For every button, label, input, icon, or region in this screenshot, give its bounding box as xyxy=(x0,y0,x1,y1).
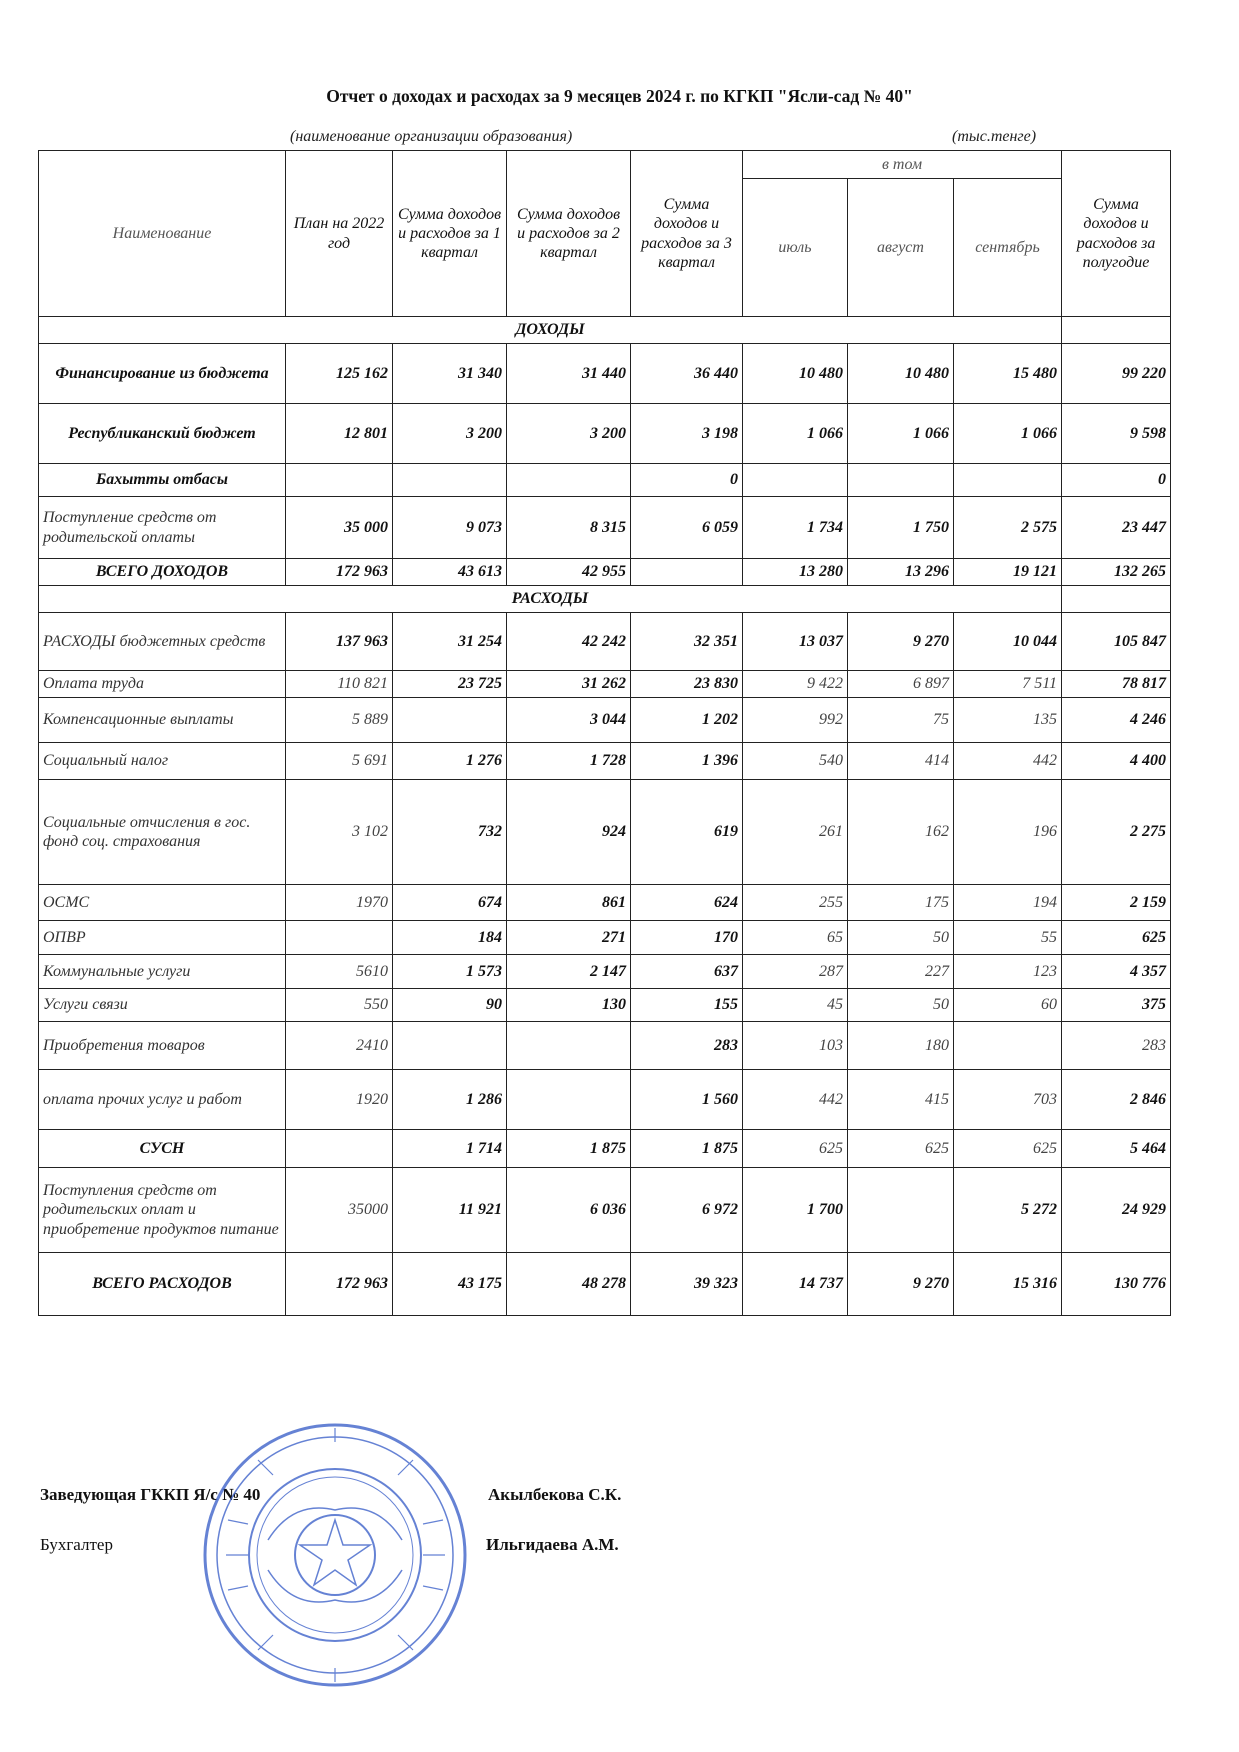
expense-cell-q1: 23 725 xyxy=(393,671,507,698)
expense-cell-aug xyxy=(848,1168,954,1253)
expense-cell-aug: 227 xyxy=(848,955,954,989)
header-row-1 xyxy=(39,151,1171,179)
expense-row xyxy=(39,613,1171,671)
header-september: сентябрь xyxy=(954,179,1062,317)
income-cell-jul xyxy=(743,464,848,497)
expense-row-name: Коммунальные услуги xyxy=(39,955,286,989)
expense-cell-aug: 414 xyxy=(848,743,954,780)
expense-cell-plan xyxy=(286,921,393,955)
income-cell-q3: 36 440 xyxy=(631,344,743,404)
header-q3: Сумма доходов и расходов за 3 квартал xyxy=(631,151,743,317)
expense-cell-total: 4 246 xyxy=(1062,698,1171,743)
expense-cell-aug: 6 897 xyxy=(848,671,954,698)
expense-cell-total: 283 xyxy=(1062,1022,1171,1070)
expense-row xyxy=(39,698,1171,743)
expense-cell-total: 2 846 xyxy=(1062,1070,1171,1130)
expense-cell-q2: 42 242 xyxy=(507,613,631,671)
income-cell-plan: 172 963 xyxy=(286,559,393,586)
income-row xyxy=(39,497,1171,559)
expense-cell-aug: 50 xyxy=(848,989,954,1022)
income-cell-q1: 9 073 xyxy=(393,497,507,559)
expense-cell-plan: 110 821 xyxy=(286,671,393,698)
expense-cell-total: 2 159 xyxy=(1062,885,1171,921)
expense-cell-sep: 135 xyxy=(954,698,1062,743)
income-cell-plan xyxy=(286,464,393,497)
income-cell-q2 xyxy=(507,464,631,497)
expense-row xyxy=(39,780,1171,885)
expense-cell-q1: 43 175 xyxy=(393,1253,507,1316)
expense-cell-total: 4 400 xyxy=(1062,743,1171,780)
accountant-signature-label: Бухгалтер xyxy=(40,1535,113,1554)
expense-cell-sep: 703 xyxy=(954,1070,1062,1130)
expense-row-name: Приобретения товаров xyxy=(39,1022,286,1070)
income-cell-q1: 31 340 xyxy=(393,344,507,404)
expense-cell-plan: 3 102 xyxy=(286,780,393,885)
expense-cell-q1: 1 276 xyxy=(393,743,507,780)
income-cell-plan: 125 162 xyxy=(286,344,393,404)
report-title: Отчет о доходах и расходах за 9 месяцев 2024 г. по КГКП "Ясли-сад № 40" xyxy=(326,86,913,106)
expense-cell-q2: 1 875 xyxy=(507,1130,631,1168)
expense-cell-q3: 1 560 xyxy=(631,1070,743,1130)
expense-cell-q2: 31 262 xyxy=(507,671,631,698)
expense-cell-q1: 90 xyxy=(393,989,507,1022)
income-row-name: Поступление средств от родительской оплаты xyxy=(39,497,286,559)
expense-cell-q2: 271 xyxy=(507,921,631,955)
income-cell-aug: 1 066 xyxy=(848,404,954,464)
expense-cell-jul: 45 xyxy=(743,989,848,1022)
expense-cell-aug: 175 xyxy=(848,885,954,921)
expense-cell-plan: 5610 xyxy=(286,955,393,989)
expense-cell-aug: 50 xyxy=(848,921,954,955)
expense-row-name: Оплата труда xyxy=(39,671,286,698)
head-signature-label: Заведующая ГККП Я/с № 40 xyxy=(40,1485,261,1504)
header-plan: План на 2022 год xyxy=(286,151,393,317)
expense-cell-plan: 5 889 xyxy=(286,698,393,743)
expense-cell-total: 375 xyxy=(1062,989,1171,1022)
expense-cell-q2 xyxy=(507,1022,631,1070)
income-row-name: Бахытты отбасы xyxy=(39,464,286,497)
income-expense-table xyxy=(38,150,1171,1316)
expense-row-name: ОСМС xyxy=(39,885,286,921)
expense-cell-aug: 415 xyxy=(848,1070,954,1130)
expense-cell-aug: 180 xyxy=(848,1022,954,1070)
expense-cell-jul: 442 xyxy=(743,1070,848,1130)
income-row-name: Финансирование из бюджета xyxy=(39,344,286,404)
expense-cell-plan: 1970 xyxy=(286,885,393,921)
section-income-row xyxy=(39,317,1171,344)
expense-cell-total: 4 357 xyxy=(1062,955,1171,989)
expense-cell-q3: 619 xyxy=(631,780,743,885)
income-cell-q3: 6 059 xyxy=(631,497,743,559)
expense-cell-q2: 924 xyxy=(507,780,631,885)
expense-cell-sep: 196 xyxy=(954,780,1062,885)
expense-cell-sep: 7 511 xyxy=(954,671,1062,698)
expense-cell-total: 2 275 xyxy=(1062,780,1171,885)
expense-cell-q2: 48 278 xyxy=(507,1253,631,1316)
expense-cell-total: 625 xyxy=(1062,921,1171,955)
expense-cell-aug: 162 xyxy=(848,780,954,885)
expense-cell-jul: 1 700 xyxy=(743,1168,848,1253)
income-cell-total: 132 265 xyxy=(1062,559,1171,586)
expense-cell-q1: 1 286 xyxy=(393,1070,507,1130)
income-cell-sep: 2 575 xyxy=(954,497,1062,559)
expense-cell-q3: 39 323 xyxy=(631,1253,743,1316)
expense-cell-total: 105 847 xyxy=(1062,613,1171,671)
expense-cell-total: 5 464 xyxy=(1062,1130,1171,1168)
expense-row-name: РАСХОДЫ бюджетных средств xyxy=(39,613,286,671)
income-row xyxy=(39,404,1171,464)
income-cell-plan: 35 000 xyxy=(286,497,393,559)
expense-cell-q2: 861 xyxy=(507,885,631,921)
expense-cell-sep: 15 316 xyxy=(954,1253,1062,1316)
expense-cell-plan: 550 xyxy=(286,989,393,1022)
income-cell-jul: 1 734 xyxy=(743,497,848,559)
expense-cell-q3: 1 875 xyxy=(631,1130,743,1168)
expense-cell-plan: 2410 xyxy=(286,1022,393,1070)
income-cell-total: 99 220 xyxy=(1062,344,1171,404)
expense-cell-plan: 1920 xyxy=(286,1070,393,1130)
income-row xyxy=(39,344,1171,404)
expense-cell-q1: 674 xyxy=(393,885,507,921)
expense-cell-aug: 9 270 xyxy=(848,1253,954,1316)
expense-row xyxy=(39,743,1171,780)
expense-cell-q3: 1 396 xyxy=(631,743,743,780)
expense-cell-plan xyxy=(286,1130,393,1168)
income-cell-jul: 13 280 xyxy=(743,559,848,586)
expense-cell-jul: 103 xyxy=(743,1022,848,1070)
expense-cell-q3: 170 xyxy=(631,921,743,955)
section-income: ДОХОДЫ xyxy=(39,317,1062,344)
income-cell-jul: 10 480 xyxy=(743,344,848,404)
expense-cell-q1 xyxy=(393,1022,507,1070)
income-cell-sep: 15 480 xyxy=(954,344,1062,404)
income-cell-total: 23 447 xyxy=(1062,497,1171,559)
expense-cell-jul: 9 422 xyxy=(743,671,848,698)
expense-row-name: ВСЕГО РАСХОДОВ xyxy=(39,1253,286,1316)
expense-cell-jul: 14 737 xyxy=(743,1253,848,1316)
income-cell-aug: 13 296 xyxy=(848,559,954,586)
income-cell-q2: 31 440 xyxy=(507,344,631,404)
expense-row xyxy=(39,921,1171,955)
expense-cell-jul: 255 xyxy=(743,885,848,921)
expense-row-name: Поступления средств от родительских оплат и приобретение продуктов питание xyxy=(39,1168,286,1253)
expense-cell-sep: 194 xyxy=(954,885,1062,921)
income-cell-q3: 3 198 xyxy=(631,404,743,464)
expense-cell-q1: 184 xyxy=(393,921,507,955)
expense-cell-sep: 10 044 xyxy=(954,613,1062,671)
expense-cell-q3: 32 351 xyxy=(631,613,743,671)
expense-row-name: Услуги связи xyxy=(39,989,286,1022)
income-cell-q3 xyxy=(631,559,743,586)
expense-cell-q3: 283 xyxy=(631,1022,743,1070)
expense-cell-sep: 123 xyxy=(954,955,1062,989)
expense-cell-sep xyxy=(954,1022,1062,1070)
expense-cell-q3: 6 972 xyxy=(631,1168,743,1253)
expense-cell-plan: 5 691 xyxy=(286,743,393,780)
expense-cell-plan: 35000 xyxy=(286,1168,393,1253)
income-cell-q2: 3 200 xyxy=(507,404,631,464)
expense-row-name: СУСН xyxy=(39,1130,286,1168)
expense-row xyxy=(39,1253,1171,1316)
expense-cell-jul: 992 xyxy=(743,698,848,743)
section-expense-row xyxy=(39,586,1171,613)
expense-cell-q2: 2 147 xyxy=(507,955,631,989)
currency-unit-note: (тыс.тенге) xyxy=(952,128,1037,145)
expense-cell-q2: 1 728 xyxy=(507,743,631,780)
expense-cell-q1: 732 xyxy=(393,780,507,885)
expense-cell-q1: 1 714 xyxy=(393,1130,507,1168)
header-monthly-group: в том xyxy=(743,151,1062,179)
expense-cell-total: 130 776 xyxy=(1062,1253,1171,1316)
expense-row-name: Социальный налог xyxy=(39,743,286,780)
header-august: август xyxy=(848,179,954,317)
income-cell-q1 xyxy=(393,464,507,497)
expense-cell-q2 xyxy=(507,1070,631,1130)
income-cell-q3: 0 xyxy=(631,464,743,497)
expense-row-name: оплата прочих услуг и работ xyxy=(39,1070,286,1130)
expense-row xyxy=(39,1022,1171,1070)
expense-cell-q2: 130 xyxy=(507,989,631,1022)
header-q1: Сумма доходов и расходов за 1 квартал xyxy=(393,151,507,317)
expense-cell-jul: 261 xyxy=(743,780,848,885)
expense-cell-q3: 1 202 xyxy=(631,698,743,743)
head-name: Акылбекова С.К. xyxy=(488,1485,622,1504)
accountant-name: Ильгидаева А.М. xyxy=(486,1535,619,1554)
income-cell-total: 9 598 xyxy=(1062,404,1171,464)
expense-cell-sep: 625 xyxy=(954,1130,1062,1168)
expense-cell-q3: 155 xyxy=(631,989,743,1022)
expense-cell-jul: 13 037 xyxy=(743,613,848,671)
expense-cell-sep: 5 272 xyxy=(954,1168,1062,1253)
income-cell-sep xyxy=(954,464,1062,497)
expense-cell-sep: 60 xyxy=(954,989,1062,1022)
income-row-name: Республиканский бюджет xyxy=(39,404,286,464)
empty-cell xyxy=(1062,586,1171,613)
expense-cell-q3: 624 xyxy=(631,885,743,921)
expense-cell-q1 xyxy=(393,698,507,743)
expense-cell-q3: 637 xyxy=(631,955,743,989)
expense-row-name: ОПВР xyxy=(39,921,286,955)
expense-row xyxy=(39,989,1171,1022)
expense-cell-q1: 31 254 xyxy=(393,613,507,671)
expense-cell-aug: 75 xyxy=(848,698,954,743)
income-row xyxy=(39,559,1171,586)
expense-cell-jul: 540 xyxy=(743,743,848,780)
expense-cell-q1: 11 921 xyxy=(393,1168,507,1253)
expense-row-name: Социальные отчисления в гос. фонд соц. страхования xyxy=(39,780,286,885)
income-cell-sep: 1 066 xyxy=(954,404,1062,464)
income-row xyxy=(39,464,1171,497)
expense-cell-q2: 6 036 xyxy=(507,1168,631,1253)
income-cell-aug: 1 750 xyxy=(848,497,954,559)
expense-cell-plan: 172 963 xyxy=(286,1253,393,1316)
expense-cell-jul: 65 xyxy=(743,921,848,955)
income-cell-total: 0 xyxy=(1062,464,1171,497)
expense-row xyxy=(39,1070,1171,1130)
income-cell-plan: 12 801 xyxy=(286,404,393,464)
expense-cell-plan: 137 963 xyxy=(286,613,393,671)
expense-cell-q3: 23 830 xyxy=(631,671,743,698)
income-cell-q1: 3 200 xyxy=(393,404,507,464)
expense-row-name: Компенсационные выплаты xyxy=(39,698,286,743)
expense-cell-total: 24 929 xyxy=(1062,1168,1171,1253)
expense-cell-jul: 287 xyxy=(743,955,848,989)
expense-row xyxy=(39,1168,1171,1253)
header-name: Наименование xyxy=(39,151,286,317)
expense-cell-sep: 442 xyxy=(954,743,1062,780)
expense-cell-jul: 625 xyxy=(743,1130,848,1168)
expense-cell-aug: 625 xyxy=(848,1130,954,1168)
expense-row xyxy=(39,671,1171,698)
header-total: Сумма доходов и расходов за полугодие xyxy=(1062,151,1171,317)
section-expense: РАСХОДЫ xyxy=(39,586,1062,613)
income-cell-sep: 19 121 xyxy=(954,559,1062,586)
expense-cell-total: 78 817 xyxy=(1062,671,1171,698)
empty-cell xyxy=(1062,317,1171,344)
expense-row xyxy=(39,1130,1171,1168)
expense-row xyxy=(39,955,1171,989)
expense-cell-q1: 1 573 xyxy=(393,955,507,989)
official-stamp xyxy=(198,1420,473,1690)
org-name-note: (наименование организации образования) xyxy=(290,128,573,145)
income-cell-aug xyxy=(848,464,954,497)
expense-cell-sep: 55 xyxy=(954,921,1062,955)
income-cell-jul: 1 066 xyxy=(743,404,848,464)
income-cell-q1: 43 613 xyxy=(393,559,507,586)
income-cell-q2: 42 955 xyxy=(507,559,631,586)
header-q2: Сумма доходов и расходов за 2 квартал xyxy=(507,151,631,317)
header-july: июль xyxy=(743,179,848,317)
income-row-name: ВСЕГО ДОХОДОВ xyxy=(39,559,286,586)
expense-row xyxy=(39,885,1171,921)
income-cell-q2: 8 315 xyxy=(507,497,631,559)
income-cell-aug: 10 480 xyxy=(848,344,954,404)
expense-cell-aug: 9 270 xyxy=(848,613,954,671)
expense-cell-q2: 3 044 xyxy=(507,698,631,743)
